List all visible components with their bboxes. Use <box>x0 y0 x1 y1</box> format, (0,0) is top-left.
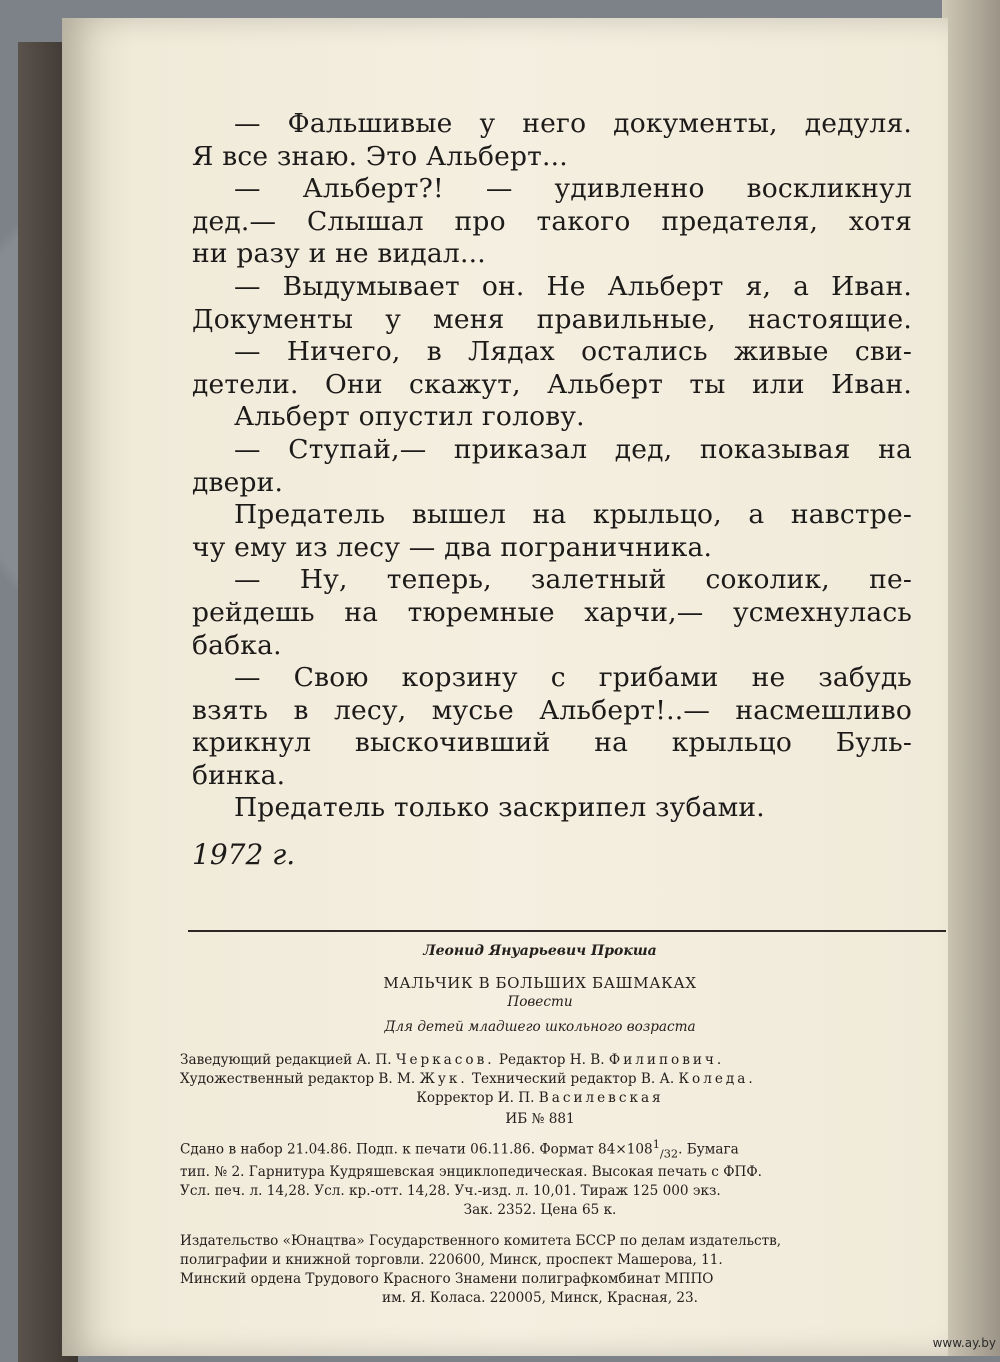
text-line: дед.— Слышал про такого предателя, хотя <box>192 205 912 237</box>
site-watermark: www.ay.by <box>932 1336 996 1350</box>
audience-note: Для детей младшего школьного возраста <box>384 1019 696 1035</box>
book-title: МАЛЬЧИК В БОЛЬШИХ БАШМАКАХ <box>383 974 697 992</box>
print-line <box>180 1135 900 1163</box>
book-genre: Повести <box>507 994 573 1010</box>
credit-text: Технический редактор В. А. <box>467 1071 679 1087</box>
publisher-info <box>180 1232 900 1308</box>
print-line: Зак. 2352. Цена 65 к. <box>463 1202 617 1219</box>
text-line: — Альберт?! — удивленно воскликнул <box>234 173 912 205</box>
credit-name: Филипович. <box>608 1052 725 1068</box>
credit-name: Жук. <box>419 1071 468 1087</box>
story-text <box>192 108 912 825</box>
text-line: крикнул выскочивший на крыльцо Буль- <box>192 727 912 759</box>
text-line: ни разу и не видал... <box>192 238 486 270</box>
next-page-edge <box>942 0 1000 1356</box>
text-line: — Выдумывает он. Не Альберт я, а Иван. <box>234 270 912 302</box>
credit-line <box>180 1070 900 1089</box>
text-line: двери. <box>192 466 284 498</box>
credit-line <box>180 1051 900 1070</box>
print-details <box>180 1135 900 1220</box>
divider <box>188 930 946 932</box>
print-line: тип. № 2. Гарнитура Кудряшевская энциклопедическая. Высокая печать с ФПФ. <box>180 1164 762 1181</box>
text-line: Предатель только заскрипел зубами. <box>234 792 765 824</box>
editorial-credits <box>180 1051 900 1108</box>
credit-text: Корректор И. П. <box>416 1090 539 1106</box>
credit-name: Черкасов. <box>395 1052 495 1068</box>
colophon <box>180 942 900 1308</box>
print-line: Усл. печ. л. 14,28. Усл. кр.-отт. 14,28. Уч.-изд. л. 10,01. Тираж 125 000 экз. <box>180 1183 721 1200</box>
credit-text: Редактор Н. В. <box>494 1052 609 1068</box>
text-line: бинка. <box>192 759 286 791</box>
text-line: рейдешь на тюремные харчи,— усмехнулась <box>192 596 912 628</box>
publisher-line: полиграфии и книжной торговли. 220600, Минск, проспект Машерова, 11. <box>180 1252 723 1269</box>
text-line: Я все знаю. Это Альберт... <box>192 140 568 172</box>
text-line: — Ничего, в Лядах остались живые сви- <box>234 336 912 368</box>
publisher-line: им. Я. Коласа. 220005, Минск, Красная, 23. <box>382 1290 698 1307</box>
text-line: взять в лесу, мусье Альберт!..— насмешливо <box>192 694 912 726</box>
author-name: Леонид Януарьевич Прокша <box>423 943 657 959</box>
print-text: . Бумага <box>678 1141 739 1158</box>
text-line: — Ну, теперь, залетный соколик, пе- <box>234 564 912 596</box>
text-line: Предатель вышел на крыльцо, а навстре- <box>234 499 912 531</box>
format-fraction-top: 1 <box>652 1137 660 1151</box>
credit-line <box>180 1089 900 1108</box>
text-line: — Ступай,— приказал дед, показывая на <box>234 433 912 465</box>
publisher-line: Издательство «Юнацтва» Государственного комитета БССР по делам издательств, <box>180 1233 782 1250</box>
text-line: — Свою корзину с грибами не забудь <box>234 662 912 694</box>
text-line: бабка. <box>192 629 282 661</box>
publisher-line: Минский ордена Трудового Красного Знамени полиграфкомбинат МППО <box>180 1271 714 1288</box>
format-fraction-bottom: /32 <box>659 1146 679 1161</box>
text-line: — Фальшивые у него документы, дедуля. <box>234 108 912 139</box>
text-line: чу ему из лесу — два пограничника. <box>192 531 713 563</box>
credit-name: Коледа. <box>678 1071 756 1087</box>
text-line: Альберт опустил голову. <box>234 401 585 433</box>
ib-number: ИБ № 881 <box>505 1111 575 1127</box>
text-line: Документы у меня правильные, настоящие. <box>192 303 912 335</box>
story-date: 1972 г. <box>192 838 296 871</box>
credit-text: Художественный редактор В. М. <box>180 1071 420 1087</box>
text-line: детели. Они скажут, Альберт ты или Иван. <box>192 368 912 400</box>
credit-text: Заведующий редакцией А. П. <box>180 1052 396 1068</box>
print-text: Сдано в набор 21.04.86. Подп. к печати 06.11.86. Формат 84×108 <box>180 1141 653 1158</box>
credit-name: Василевская <box>538 1090 664 1106</box>
